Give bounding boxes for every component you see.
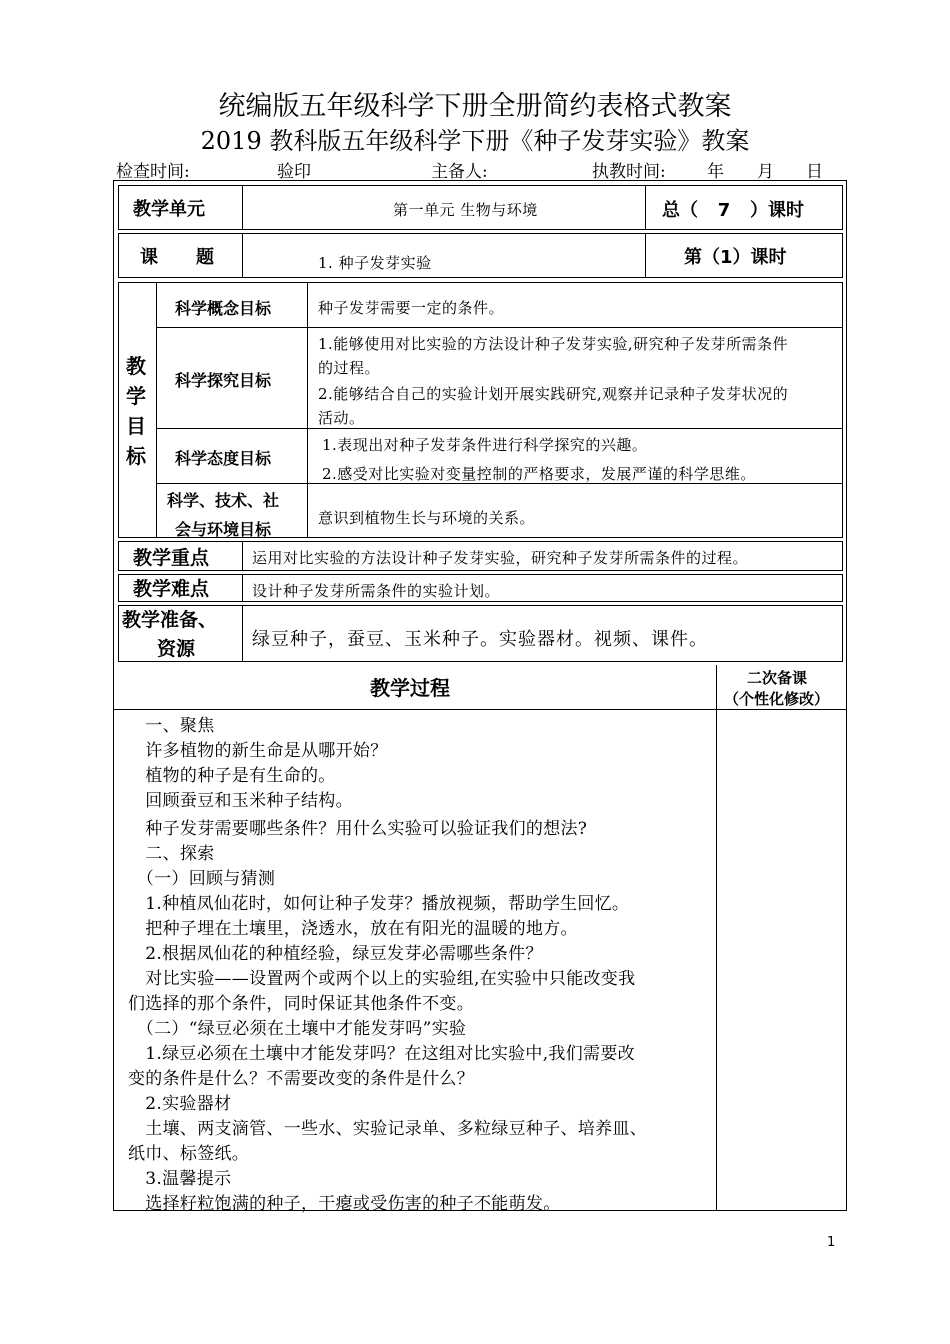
document-subtitle: 2019 教科版五年级科学下册《种子发芽实验》教案 xyxy=(200,127,750,155)
stse-goal-label-2: 会与环境目标 xyxy=(175,520,272,539)
process-line: 1.绿豆必须在土壤中才能发芽吗？在这组对比实验中,我们需要改 xyxy=(128,1044,635,1064)
process-line: 2.实验器材 xyxy=(128,1094,232,1114)
process-line: （一）回顾与猜测 xyxy=(128,869,276,889)
process-line: 选择籽粒饱满的种子，干瘪或受伤害的种子不能萌发。 xyxy=(128,1194,561,1214)
process-line: 种子发芽需要哪些条件？用什么实验可以验证我们的想法? xyxy=(128,819,588,839)
inquiry-goal-line-4: 活动。 xyxy=(318,409,365,427)
process-line: 变的条件是什么？不需要改变的条件是什么？ xyxy=(128,1069,474,1089)
revision-header-1: 二次备课 xyxy=(747,669,808,687)
month-label: 月 xyxy=(757,162,774,182)
process-line: 许多植物的新生命是从哪开始？ xyxy=(128,741,388,761)
inquiry-goal-line-1: 1.能够使用对比实验的方法设计种子发芽实验,研究种子发芽所需条件 xyxy=(318,335,789,353)
total-hours: 总（ 7 ）课时 xyxy=(662,200,804,221)
process-line: 植物的种子是有生命的。 xyxy=(128,766,336,786)
process-line: 对比实验——设置两个或两个以上的实验组,在实验中只能改变我 xyxy=(128,969,636,989)
attitude-goal-line-1: 1.表现出对种子发芽条件进行科学探究的兴趣。 xyxy=(322,436,648,454)
topic-value: 1. 种子发芽实验 xyxy=(318,254,432,272)
document-title: 统编版五年级科学下册全册简约表格式教案 xyxy=(218,91,732,122)
unit-value: 第一单元 生物与环境 xyxy=(393,201,538,219)
process-line: 把种子埋在土壤里，浇透水，放在有阳光的温暖的地方。 xyxy=(128,919,578,939)
attitude-goal-label: 科学态度目标 xyxy=(175,449,272,468)
topic-label-2: 题 xyxy=(196,247,214,268)
process-line: 们选择的那个条件，同时保证其他条件不变。 xyxy=(128,994,474,1014)
seal-label: 验印 xyxy=(277,162,311,182)
process-line: 二、探索 xyxy=(128,844,215,864)
page-number: 1 xyxy=(827,1235,836,1250)
stse-goal-label-1: 科学、技术、社 xyxy=(167,491,280,510)
lesson-number: 第（1）课时 xyxy=(684,247,787,268)
key-point-text: 运用对比实验的方法设计种子发芽实验，研究种子发芽所需条件的过程。 xyxy=(252,549,749,567)
preparation-text: 绿豆种子，蚕豆、玉米种子。实验器材。视频、课件。 xyxy=(252,629,708,650)
year-label: 年 xyxy=(707,162,724,182)
concept-goal-label: 科学概念目标 xyxy=(175,299,272,318)
day-label: 日 xyxy=(806,162,823,182)
difficulty-text: 设计种子发芽所需条件的实验计划。 xyxy=(252,582,501,600)
preparation-label-2: 资源 xyxy=(157,638,196,660)
process-header: 教学过程 xyxy=(370,676,450,700)
process-line: 一、聚焦 xyxy=(128,716,215,736)
key-point-label: 教学重点 xyxy=(133,547,210,569)
check-time-label: 检查时间: xyxy=(116,162,190,182)
preparer-label: 主备人: xyxy=(431,162,488,182)
inquiry-goal-label: 科学探究目标 xyxy=(175,371,272,390)
process-line: （二）“绿豆必须在土壤中才能发芽吗”实验 xyxy=(128,1019,467,1039)
topic-label-1: 课 xyxy=(140,247,158,268)
inquiry-goal-line-2: 的过程。 xyxy=(318,359,381,377)
concept-goal-text: 种子发芽需要一定的条件。 xyxy=(318,299,505,317)
revision-header-2: （个性化修改） xyxy=(724,690,830,708)
process-line: 纸巾、标签纸。 xyxy=(128,1144,250,1164)
process-line: 1.种植凤仙花时，如何让种子发芽？播放视频，帮助学生回忆。 xyxy=(128,894,630,914)
process-line: 土壤、两支滴管、一些水、实验记录单、多粒绿豆种子、培养皿、 xyxy=(128,1119,647,1139)
process-line: 3.温馨提示 xyxy=(128,1169,232,1189)
goals-side-label: 教 学 目 标 xyxy=(126,354,146,468)
inquiry-goal-line-3: 2.能够结合自己的实验计划开展实践研究,观察并记录种子发芽状况的 xyxy=(318,385,789,403)
difficulty-label: 教学难点 xyxy=(133,578,210,600)
process-line: 回顾蚕豆和玉米种子结构。 xyxy=(128,791,353,811)
unit-label: 教学单元 xyxy=(133,199,205,220)
process-line: 2.根据凤仙花的种植经验，绿豆发芽必需哪些条件？ xyxy=(128,944,543,964)
teach-time-label: 执教时间: xyxy=(592,162,666,182)
preparation-label-1: 教学准备、 xyxy=(122,609,218,631)
stse-goal-text: 意识到植物生长与环境的关系。 xyxy=(318,509,536,527)
attitude-goal-line-2: 2.感受对比实验对变量控制的严格要求，发展严谨的科学思维。 xyxy=(322,465,756,483)
